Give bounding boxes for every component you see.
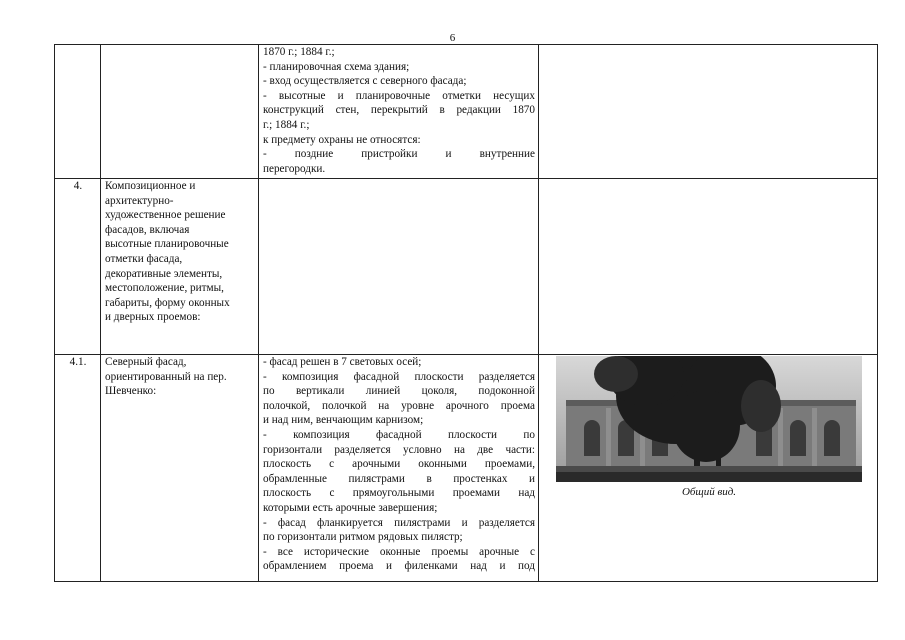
row-number: 4.1. [55,355,101,582]
name-line: фасадов, включая [105,223,190,236]
desc-line: горизонтали разделяется условно на две части: [263,443,535,456]
desc-line: - композиция фасадной плоскости разделяется [263,370,535,383]
desc-line: г.; 1884 г.; [263,118,310,131]
desc-line: - вход осуществляется с северного фасада; [263,75,467,88]
name-line: и дверных проемов: [105,311,201,324]
desc-line: по вертикали линией цоколя, подоконной [263,385,535,398]
building-photo [556,356,862,482]
row-number: 4. [55,179,101,355]
desc-line: - все исторические оконные проемы арочные с [263,545,535,558]
name-line: архитектурно- [105,194,174,207]
name-line: декоративные элементы, [105,267,223,280]
row-photo-cell [539,355,878,582]
name-line: высотные планировочные [105,238,229,251]
name-line: ориентированный на пер. [105,370,227,383]
row-name [101,355,259,582]
desc-line: обрамлением проема и филенками над и под [263,560,535,573]
row-number [55,45,101,179]
table-row [55,355,878,582]
heritage-table [54,44,878,582]
name-line: художественное решение [105,209,226,222]
desc-line: - высотные и планировочные отметки несущих [263,89,535,102]
desc-line: 1870 г.; 1884 г.; [263,46,335,58]
table-row [55,45,878,179]
desc-line: - планировочная схема здания; [263,60,410,73]
page-number: 6 [449,32,456,44]
row-photo-cell [539,179,878,355]
table-row [55,179,878,355]
desc-line: к предмету охраны не относятся: [263,133,421,146]
desc-line: - композиция фасадной плоскости по [263,428,535,441]
row-description [259,355,539,582]
desc-line: по горизонтали ритмом рядовых пилястр; [263,531,463,544]
desc-line: плоскость с прямоугольными проемами над [263,487,535,500]
row-photo-cell [539,45,878,179]
desc-line: и над ним, венчающим карнизом; [263,414,424,427]
name-line: отметки фасада, [105,252,183,265]
row-name [101,45,259,179]
desc-line: плоскость с арочными оконными проемами, [263,458,535,471]
name-line: габариты, форму оконных [105,296,230,309]
row-description [259,45,539,179]
row-name [101,179,259,355]
desc-line: - фасад фланкируется пилястрами и разделяется [263,516,535,529]
desc-line: - фасад решен в 7 световых осей; [263,356,422,368]
name-line: Северный фасад, [105,356,187,368]
desc-line: полочкой, полочкой на уровне арочного проема [263,399,535,412]
desc-line: конструкций стен, перекрытий в редакции 1870 [263,104,535,117]
name-line: местоположение, ритмы, [105,282,224,295]
desc-line: которыми есть арочные завершения; [263,501,438,514]
name-line: Шевченко: [105,385,157,398]
desc-line: перегородки. [263,162,326,175]
photo-caption: Общий вид. [681,486,737,498]
desc-line: - поздние пристройки и внутренние [263,148,535,161]
row-description [259,179,539,355]
desc-line: обрамленные пилястрами в простенках и [263,472,535,485]
name-line: Композиционное и [105,180,196,192]
